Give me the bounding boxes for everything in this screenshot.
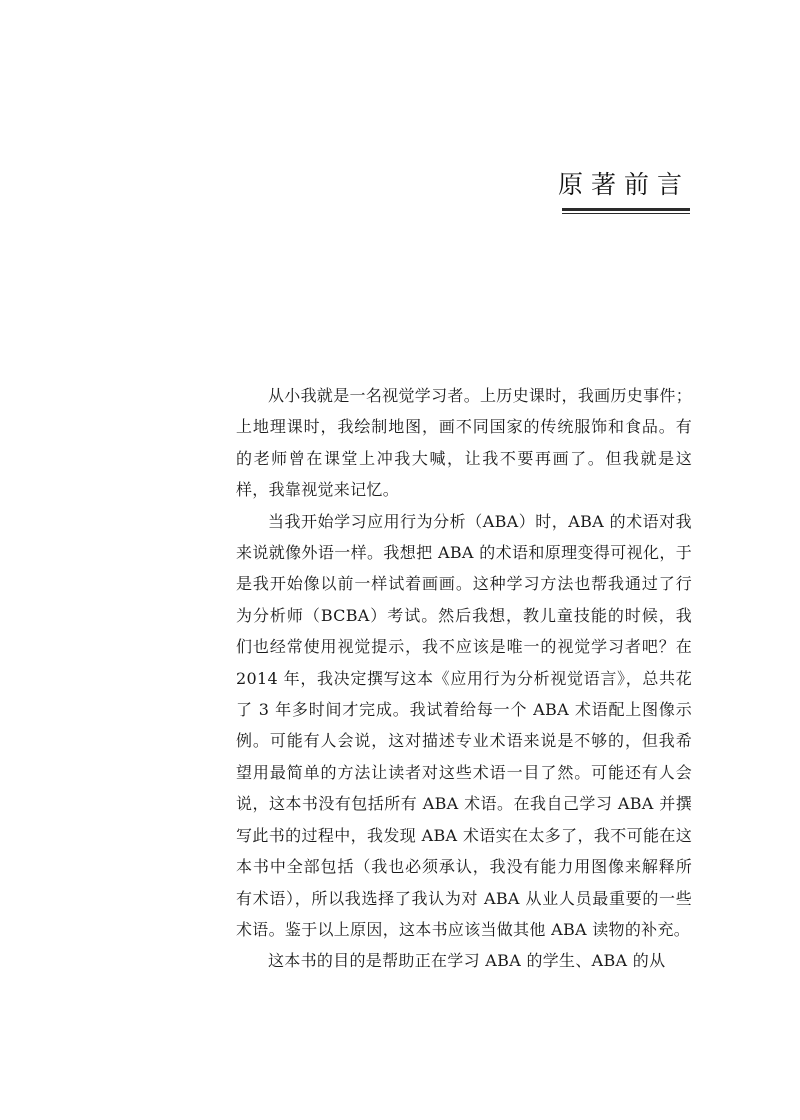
title-underline	[562, 208, 690, 214]
paragraph-1: 从小我就是一名视觉学习者。上历史课时，我画历史事件；上地理课时，我绘制地图，画不同国家的传统服饰和食品。有的老师曾在课堂上冲我大喊，让我不要再画了。但我就是这样，我靠视觉来记忆。	[236, 386, 692, 500]
chapter-title: 原著前言	[557, 170, 690, 199]
chapter-heading	[558, 170, 690, 214]
paragraph-3: 这本书的目的是帮助正在学习 ABA 的学生、ABA 的从	[268, 951, 666, 971]
body-text	[236, 380, 692, 977]
paragraph-2: 当我开始学习应用行为分析（ABA）时，ABA 的术语对我来说就像外语一样。我想把 ABA 的术语和原理变得可视化，于是我开始像以前一样试着画画。这种学习方法也帮我通过了行为分析师（BCBA）考试。然后我想，教儿童技能的时候，我们也经常使用视觉提示，我不应该是唯一的视觉学习者吧？在 2014 年，我决定撰写这本《应用行为分析视觉语言》，总共花了 3 年多时间才完成。我试着给每一个 ABA 术语配上图像示例。可能有人会说，这对描述专业术语来说是不够的，但我希望用最简单的方法让读者对这些术语一目了然。可能还有人会说，这本书没有包括所有 ABA 术语。在我自己学习 ABA 并撰写此书的过程中，我发现 ABA 术语实在太多了，我不可能在这本书中全部包括（我也必须承认，我没有能力用图像来解释所有术语），所以我选择了我认为对 ABA 从业人员最重要的一些术语。鉴于以上原因，这本书应该当做其他 ABA 读物的补充。	[236, 511, 692, 939]
